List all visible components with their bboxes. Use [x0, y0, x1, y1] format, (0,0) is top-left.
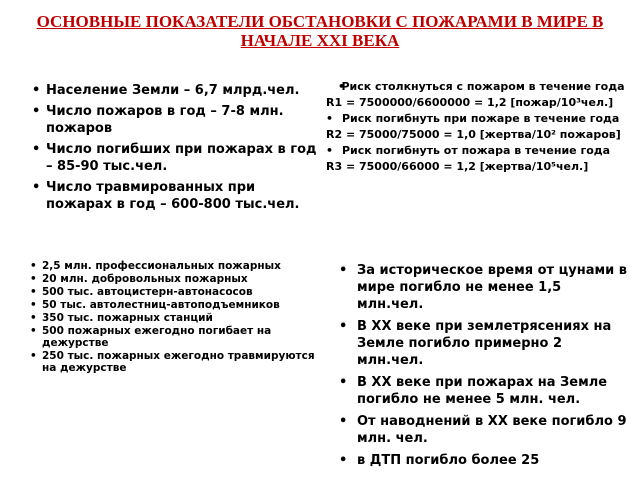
risk-r1-formula: R1 = 7500000/6600000 = 1,2 [пожар/10³чел.]	[326, 96, 614, 109]
risk-death-heading: • Риск погибнуть при пожаре в течение года	[342, 112, 626, 126]
risk-r2-formula: R2 = 75000/75000 = 1,0 [жертва/10² пожаров]	[326, 128, 621, 141]
list-item: • Население Земли – 6,7 млрд.чел.	[46, 82, 318, 99]
list-item: • 2,5 млн. профессиональных пожарных	[42, 260, 332, 272]
risk-death-from-fire-heading: • Риск погибнуть от пожара в течение года	[342, 144, 626, 158]
list-item: • 350 тыс. пожарных станций	[42, 312, 332, 324]
list-item: • 250 тыс. пожарных ежегодно травмируются на дежурстве	[42, 350, 332, 374]
list-item: • От наводнений в XX веке погибло 9 млн. чел.	[357, 413, 627, 447]
list-item: • 20 млн. добровольных пожарных	[42, 273, 332, 285]
population-stats-list	[46, 82, 318, 217]
list-item: • Число погибших при пожарах в год – 85-90 тыс.чел.	[46, 141, 318, 175]
page-title: ОСНОВНЫЕ ПОКАЗАТЕЛИ ОБСТАНОВКИ С ПОЖАРАМИ В МИРЕ В НАЧАЛЕ XXI ВЕКА	[36, 12, 604, 50]
list-item: • За историческое время от цунами в мире погибло не менее 1,5 млн.чел.	[357, 262, 627, 313]
list-item: • В XX веке при землетрясениях на Земле погибло примерно 2 млн.чел.	[357, 318, 627, 369]
list-item: • 50 тыс. автолестниц-автоподъемников	[42, 299, 332, 311]
list-item: • Число пожаров в год – 7-8 млн. пожаров	[46, 103, 318, 137]
list-item: • 500 тыс. автоцистерн-автонасосов	[42, 286, 332, 298]
list-item: • В XX веке при пожарах на Земле погибло не менее 5 млн. чел.	[357, 374, 627, 408]
historical-casualties-list	[357, 262, 627, 474]
risk-r3-formula: R3 = 75000/66000 = 1,2 [жертва/10⁵чел.]	[326, 160, 589, 173]
list-item: • Число травмированных при пожарах в год – 600-800 тыс.чел.	[46, 179, 318, 213]
risk-fire-heading: • Риск столкнуться с пожаром в течение года	[326, 80, 626, 94]
risk-calculations	[326, 80, 626, 176]
list-item: • в ДТП погибло более 25	[357, 452, 627, 469]
list-item: • 500 пожарных ежегодно погибает на дежурстве	[42, 325, 332, 349]
fire-resources-list	[42, 260, 332, 375]
